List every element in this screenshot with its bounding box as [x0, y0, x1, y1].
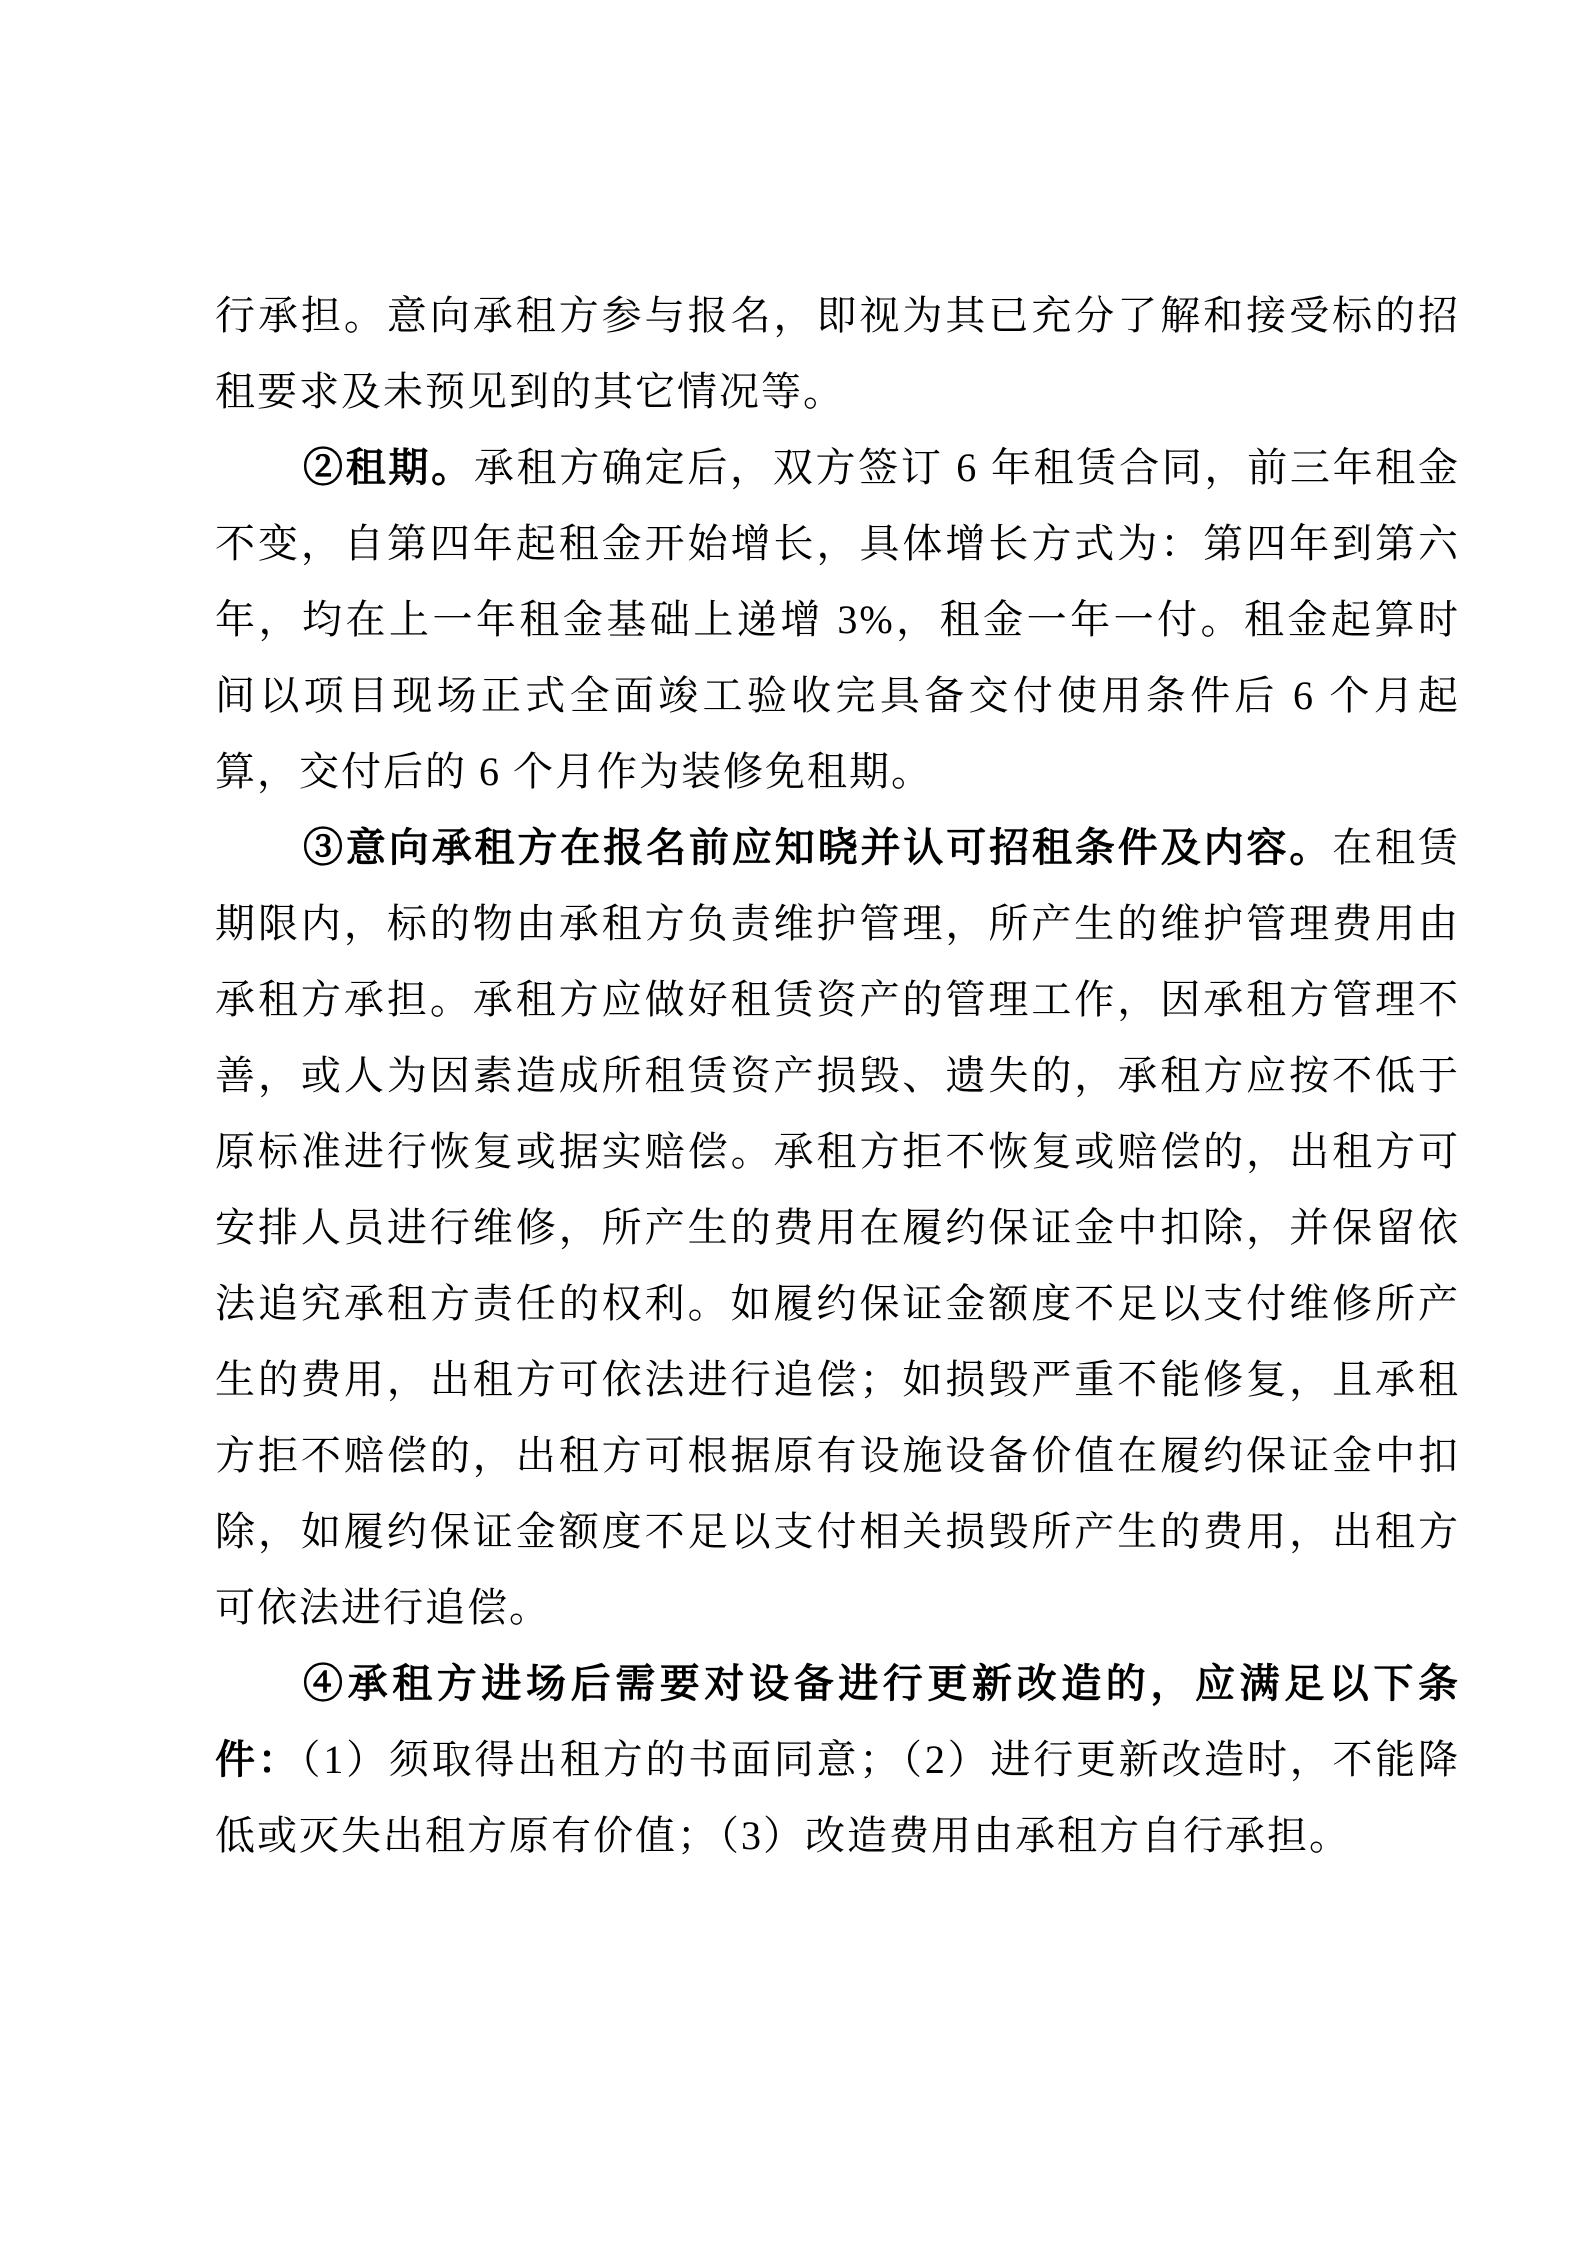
- paragraph-heading-text: ③意向承租方在报名前应知晓并认可招租条件及内容。: [303, 825, 1333, 870]
- paragraph: [215, 430, 1460, 810]
- paragraph: [215, 810, 1460, 1646]
- paragraph-text: 行承担。意向承租方参与报名，即视为其已充分了解和接受标的招租要求及未预见到的其它情况等。: [215, 293, 1460, 414]
- paragraph-heading-text: ④承租方进场后需要对设备进行更新改造的，应满足以下条件：: [215, 1661, 1460, 1782]
- paragraph-heading-text: ②租期。: [303, 445, 474, 490]
- document-body: [215, 278, 1460, 1874]
- paragraph: [215, 1646, 1460, 1874]
- paragraph-text: （1）须取得出租方的书面同意；（2）进行更新改造时，不能降低或灭失出租方原有价值；（3）改造费用由承租方自行承担。: [215, 1737, 1461, 1858]
- paragraph-text: 在租赁期限内，标的物由承租方负责维护管理，所产生的维护管理费用由承租方承担。承租方应做好租赁资产的管理工作，因承租方管理不善，或人为因素造成所租赁资产损毁、遗失的，承租方应按不低于原标准进行恢复或据实赔偿。承租方拒不恢复或赔偿的，出租方可安排人员进行维修，所产生的费用在履约保证金中扣除，并保留依法追究承租方责任的权利。如履约保证金额度不足以支付维修所产生的费用，出租方可依法进行追偿；如损毁严重不能修复，且承租方拒不赔偿的，出租方可根据原有设施设备价值在履约保证金中扣除，如履约保证金额度不足以支付相关损毁所产生的费用，出租方可依法进行追偿。: [215, 825, 1461, 1630]
- paragraph-text: 承租方确定后，双方签订 6 年租赁合同，前三年租金不变，自第四年起租金开始增长，具体增长方式为：第四年到第六年，均在上一年租金基础上递增 3%，租金一年一付。租金起算时间以项目现场正式全面竣工验收完具备交付使用条件后 6 个月起算，交付后的 6 个月作为装修免租期。: [215, 445, 1461, 794]
- paragraph: [215, 278, 1460, 430]
